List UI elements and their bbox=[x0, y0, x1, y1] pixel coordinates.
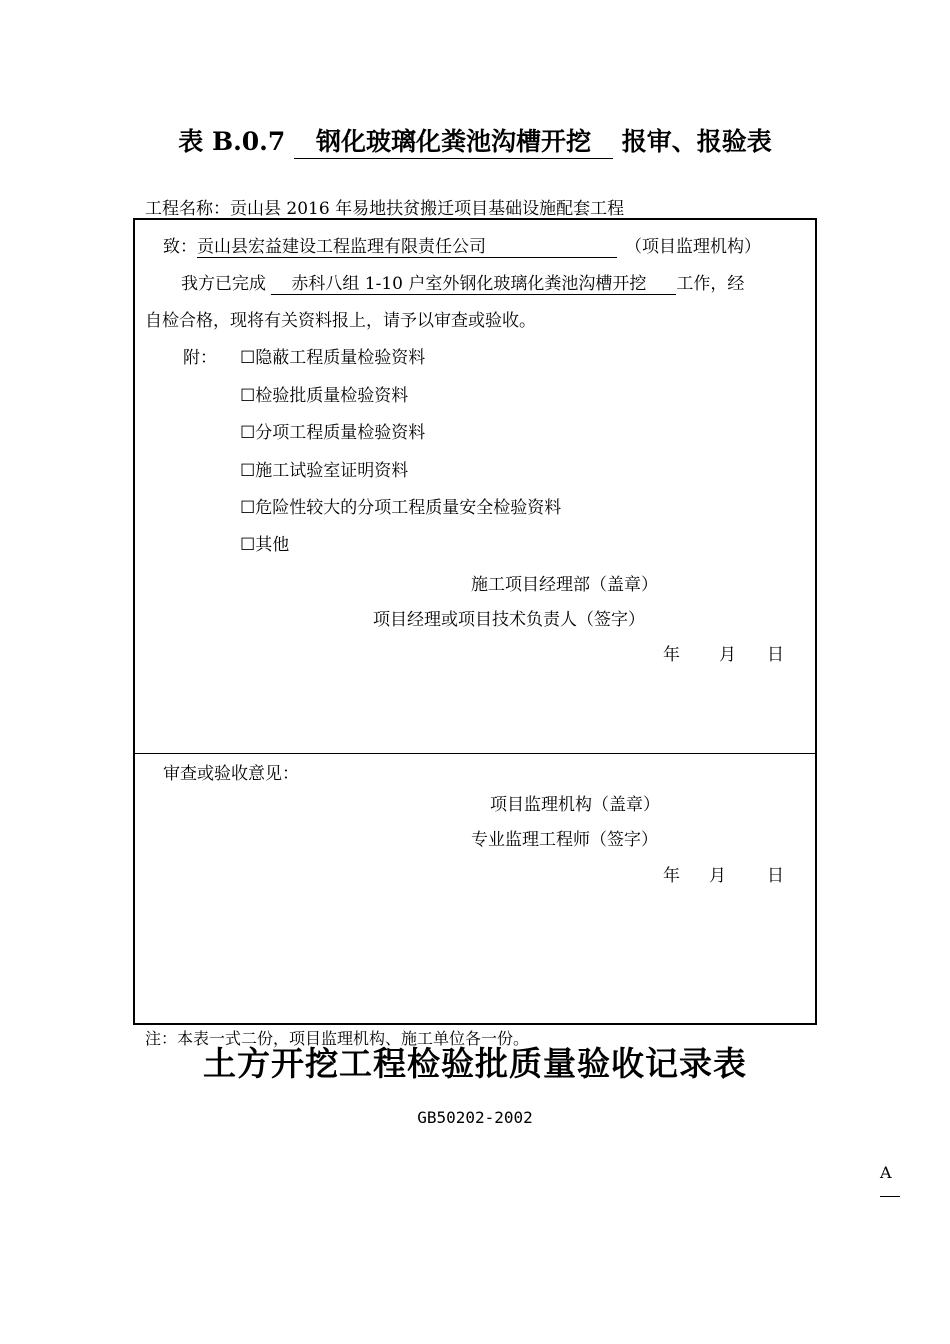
date-year: 年 bbox=[663, 866, 680, 886]
second-title: 土方开挖工程检验批质量验收记录表 bbox=[203, 1044, 747, 1083]
completed-prefix: 我方已完成 bbox=[181, 274, 266, 294]
completed-suffix: 工作，经 bbox=[676, 274, 745, 294]
footnote: 注：本表一式二份，项目监理机构、施工单位各一份。 bbox=[145, 1029, 530, 1048]
attachments-label: 附： bbox=[183, 348, 217, 368]
completed-work[interactable]: 赤科八组 1-10 户室外钢化玻璃化粪池沟槽开挖 bbox=[271, 269, 676, 295]
review-opinion-label: 审查或验收意见： bbox=[163, 764, 299, 784]
submission-text: 自检合格，现将有关资料报上，请予以审查或验收。 bbox=[145, 311, 536, 331]
form-title-suffix: 报审、报验表 bbox=[621, 127, 772, 156]
attachment-item[interactable]: ☐施工试验室证明资料 bbox=[240, 461, 409, 481]
project-name-label: 工程名称： bbox=[145, 199, 230, 219]
attachment-item[interactable]: ☐其他 bbox=[240, 535, 290, 555]
date-month: 月 bbox=[709, 866, 726, 886]
engineer-signature[interactable]: 专业监理工程师（签字） bbox=[471, 830, 658, 850]
addressee-label: 致： bbox=[163, 237, 197, 257]
form-title bbox=[0, 122, 950, 159]
attachment-item[interactable]: ☐隐蔽工程质量检验资料 bbox=[240, 348, 426, 368]
form-subject[interactable]: 钢化玻璃化粪池沟槽开挖 bbox=[294, 122, 613, 159]
project-name-value[interactable]: 贡山县 2016 年易地扶贫搬迁项目基础设施配套工程 bbox=[230, 199, 625, 219]
date-day: 日 bbox=[767, 645, 784, 665]
addressee-org[interactable]: 贡山县宏益建设工程监理有限责任公司 bbox=[197, 232, 617, 258]
form-box bbox=[133, 218, 817, 1025]
attachment-item[interactable]: ☐危险性较大的分项工程质量安全检验资料 bbox=[240, 498, 562, 518]
date-day: 日 bbox=[767, 866, 784, 886]
margin-dash bbox=[880, 1196, 900, 1197]
addressee-role: （项目监理机构） bbox=[625, 237, 761, 257]
section-divider bbox=[135, 753, 815, 754]
completed-line bbox=[181, 269, 744, 295]
project-name-line bbox=[145, 194, 624, 219]
attachment-item[interactable]: ☐分项工程质量检验资料 bbox=[240, 423, 426, 443]
table-number: 表 B.0.7 bbox=[178, 127, 286, 156]
date-year: 年 bbox=[663, 645, 680, 665]
supervision-seal: 项目监理机构（盖章） bbox=[490, 795, 660, 815]
manager-signature[interactable]: 项目经理或项目技术负责人（签字） bbox=[373, 610, 645, 630]
attachment-item[interactable]: ☐检验批质量检验资料 bbox=[240, 386, 409, 406]
date-month: 月 bbox=[719, 645, 736, 665]
addressee-line bbox=[163, 232, 617, 258]
standard-code: GB50202-2002 bbox=[417, 1108, 533, 1127]
margin-letter: A bbox=[880, 1163, 892, 1182]
dept-seal: 施工项目经理部（盖章） bbox=[471, 575, 658, 595]
